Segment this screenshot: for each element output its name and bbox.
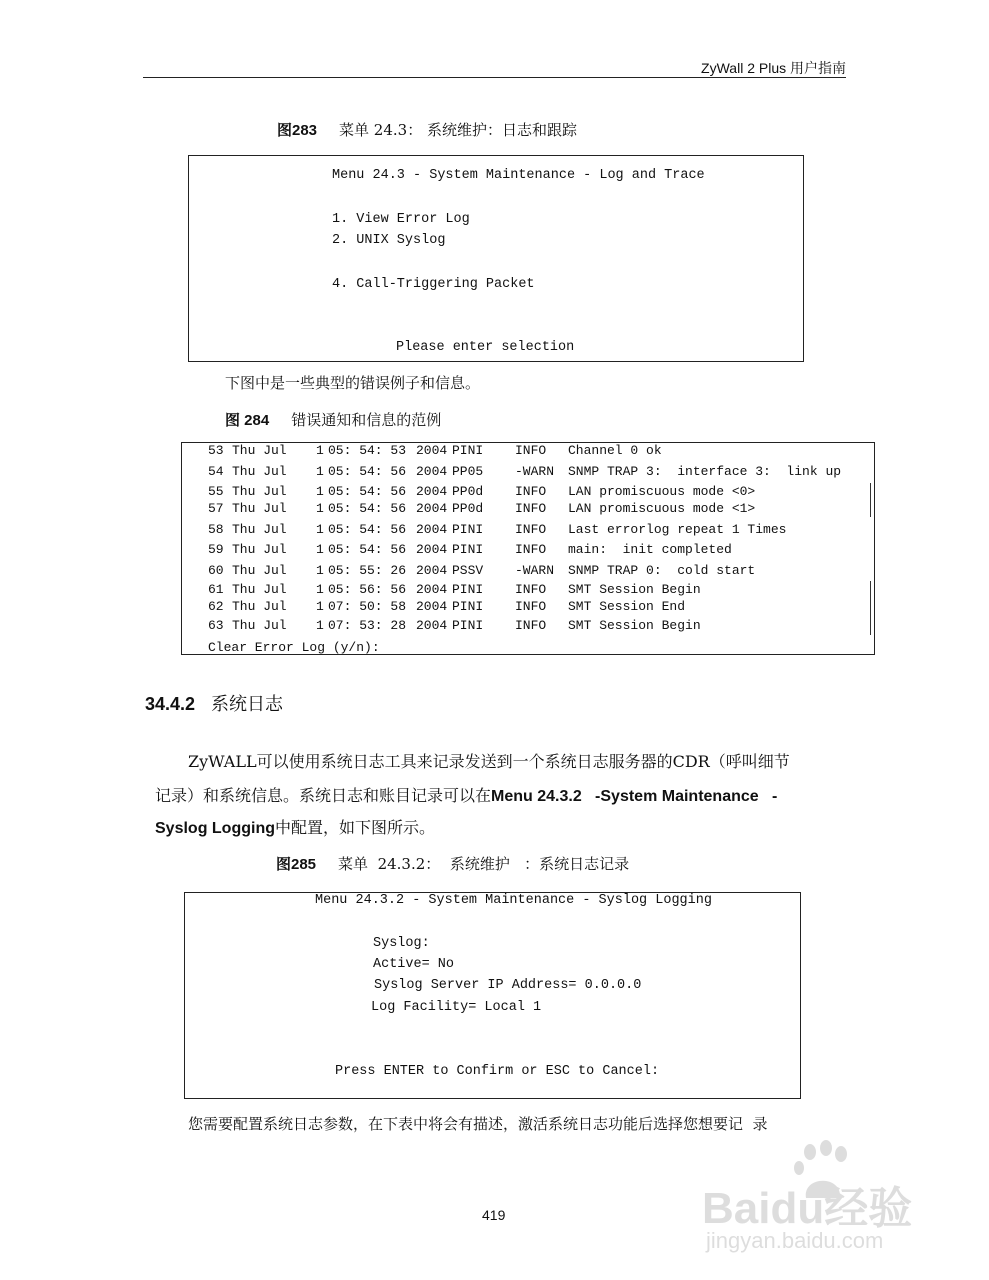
log-level: -WARN bbox=[515, 464, 555, 479]
selection-prompt: Please enter selection bbox=[396, 340, 575, 355]
log-d: 1 bbox=[316, 563, 324, 578]
log-no: 61 bbox=[208, 582, 224, 597]
watermark-logo-text: Baidu经验 bbox=[702, 1184, 913, 1233]
log-time: 05: 54: 56 bbox=[328, 542, 407, 557]
log-code: PINI bbox=[452, 582, 484, 597]
log-year: 2004 bbox=[416, 563, 448, 578]
log-no: 58 bbox=[208, 522, 224, 537]
menu-24-3-2-title: Menu 24.3.2 - System Maintenance - Syslog Logging bbox=[315, 893, 712, 908]
log-day: Thu Jul bbox=[232, 618, 287, 633]
log-d: 1 bbox=[316, 464, 324, 479]
log-code: PINI bbox=[452, 443, 484, 458]
table-row bbox=[182, 599, 874, 617]
table-row bbox=[182, 443, 874, 461]
log-msg: Channel 0 ok bbox=[568, 443, 662, 458]
log-d: 1 bbox=[316, 618, 324, 633]
table-row bbox=[182, 522, 874, 540]
log-code: PINI bbox=[452, 618, 484, 633]
log-day: Thu Jul bbox=[232, 582, 287, 597]
log-year: 2004 bbox=[416, 542, 448, 557]
log-time: 05: 54: 53 bbox=[328, 443, 407, 458]
log-no: 57 bbox=[208, 501, 224, 516]
log-code: PP0d bbox=[452, 484, 484, 499]
menu-option-view-error-log[interactable]: 1. View Error Log bbox=[332, 212, 470, 227]
log-level: INFO bbox=[515, 542, 547, 557]
log-level: -WARN bbox=[515, 563, 555, 578]
log-level: INFO bbox=[515, 618, 547, 633]
log-code: PINI bbox=[452, 522, 484, 537]
log-code: PINI bbox=[452, 542, 484, 557]
log-year: 2004 bbox=[416, 443, 448, 458]
baidu-jingyan-watermark bbox=[702, 1138, 937, 1258]
log-day: Thu Jul bbox=[232, 563, 287, 578]
scroll-indicator bbox=[870, 581, 871, 635]
log-no: 59 bbox=[208, 542, 224, 557]
clear-error-log-prompt[interactable]: Clear Error Log (y/n): bbox=[208, 640, 380, 655]
log-time: 05: 56: 56 bbox=[328, 582, 407, 597]
table-row bbox=[182, 563, 874, 581]
closing-text: 您需要配置系统日志参数，在下表中将会有描述，激活系统日志功能后选择您想要记 录 bbox=[188, 1115, 768, 1133]
log-year: 2004 bbox=[416, 501, 448, 516]
page-number: 419 bbox=[482, 1207, 506, 1223]
log-msg: SMT Session Begin bbox=[568, 582, 701, 597]
table-row bbox=[182, 542, 874, 560]
menu-24-3-2-screen bbox=[184, 892, 801, 1099]
section-title: 系统日志 bbox=[211, 694, 284, 715]
menu-reference: Menu 24.3.2 -System Maintenance - bbox=[491, 788, 778, 805]
syslog-active-field[interactable]: Active= No bbox=[373, 957, 455, 972]
section-heading bbox=[145, 690, 283, 716]
log-day: Thu Jul bbox=[232, 443, 287, 458]
fig285-title: 菜单 24.3.2： 系统维护 ：系统日志记录 bbox=[338, 855, 630, 873]
log-year: 2004 bbox=[416, 484, 448, 499]
log-year: 2004 bbox=[416, 618, 448, 633]
menu-option-unix-syslog[interactable]: 2. UNIX Syslog bbox=[332, 233, 446, 248]
menu-24-3-title: Menu 24.3 - System Maintenance - Log and Trace bbox=[332, 168, 705, 183]
fig284-label: 图 284 bbox=[225, 412, 270, 429]
log-level: INFO bbox=[515, 582, 547, 597]
syslog-label: Syslog: bbox=[373, 936, 430, 951]
log-level: INFO bbox=[515, 484, 547, 499]
log-year: 2004 bbox=[416, 599, 448, 614]
log-d: 1 bbox=[316, 599, 324, 614]
log-d: 1 bbox=[316, 542, 324, 557]
fig283-label: 图283 bbox=[277, 122, 318, 139]
body-line-2-text: 记录）和系统信息。系统日志和账目记录可以在 bbox=[155, 786, 492, 805]
log-time: 05: 54: 56 bbox=[328, 522, 407, 537]
log-no: 53 bbox=[208, 443, 224, 458]
syslog-server-ip-field[interactable]: Syslog Server IP Address= 0.0.0.0 bbox=[374, 978, 642, 993]
log-code: PP05 bbox=[452, 464, 484, 479]
body-line-2 bbox=[155, 788, 777, 805]
log-code: PINI bbox=[452, 599, 484, 614]
log-code: PP0d bbox=[452, 501, 484, 516]
log-level: INFO bbox=[515, 522, 547, 537]
menu-reference-syslog: Syslog Logging bbox=[155, 820, 275, 837]
log-level: INFO bbox=[515, 599, 547, 614]
log-time: 05: 54: 56 bbox=[328, 501, 407, 516]
log-msg: SMT Session End bbox=[568, 599, 686, 614]
header-rule bbox=[143, 77, 846, 78]
log-no: 63 bbox=[208, 618, 224, 633]
log-time: 07: 50: 58 bbox=[328, 599, 407, 614]
header-title: ZyWall 2 Plus 用户指南 bbox=[701, 60, 846, 76]
log-msg: Last errorlog repeat 1 Times bbox=[568, 522, 787, 537]
log-year: 2004 bbox=[416, 582, 448, 597]
log-level: INFO bbox=[515, 443, 547, 458]
log-day: Thu Jul bbox=[232, 599, 287, 614]
intro-text: 下图中是一些典型的错误例子和信息。 bbox=[225, 374, 481, 392]
log-day: Thu Jul bbox=[232, 464, 287, 479]
log-year: 2004 bbox=[416, 464, 448, 479]
log-msg: LAN promiscuous mode <0> bbox=[568, 484, 756, 499]
fig285-label: 图285 bbox=[276, 856, 317, 873]
menu-24-3-screen bbox=[188, 155, 804, 362]
table-row bbox=[182, 464, 874, 482]
log-msg: SMT Session Begin bbox=[568, 618, 701, 633]
log-msg: SNMP TRAP 3: interface 3: link up bbox=[568, 464, 842, 479]
log-d: 1 bbox=[316, 484, 324, 499]
log-no: 62 bbox=[208, 599, 224, 614]
menu-option-call-triggering-packet[interactable]: 4. Call-Triggering Packet bbox=[332, 277, 535, 292]
log-no: 54 bbox=[208, 464, 224, 479]
log-code: PSSV bbox=[452, 563, 484, 578]
log-day: Thu Jul bbox=[232, 542, 287, 557]
log-facility-field[interactable]: Log Facility= Local 1 bbox=[371, 1000, 542, 1015]
log-time: 05: 54: 56 bbox=[328, 464, 407, 479]
body-line-1: ZyWALL可以使用系统日志工具来记录发送到一个系统日志服务器的CDR（呼叫细节 bbox=[188, 752, 790, 771]
log-day: Thu Jul bbox=[232, 501, 287, 516]
scroll-indicator bbox=[870, 483, 871, 517]
table-row bbox=[182, 501, 874, 519]
section-number: 34.4.2 bbox=[145, 694, 196, 714]
error-log-screen bbox=[181, 442, 875, 655]
table-row bbox=[182, 618, 874, 636]
table-row bbox=[182, 484, 874, 502]
log-time: 05: 54: 56 bbox=[328, 484, 407, 499]
log-msg: SNMP TRAP 0: cold start bbox=[568, 563, 756, 578]
log-d: 1 bbox=[316, 522, 324, 537]
body-line-3 bbox=[155, 820, 435, 837]
log-msg: main: init completed bbox=[568, 542, 732, 557]
body-line-3-text: 中配置，如下图所示。 bbox=[275, 818, 436, 837]
fig284-caption bbox=[225, 409, 441, 430]
log-day: Thu Jul bbox=[232, 484, 287, 499]
fig283-caption bbox=[277, 119, 577, 140]
log-year: 2004 bbox=[416, 522, 448, 537]
confirm-cancel-prompt: Press ENTER to Confirm or ESC to Cancel: bbox=[335, 1064, 660, 1079]
log-d: 1 bbox=[316, 443, 324, 458]
log-no: 60 bbox=[208, 563, 224, 578]
log-time: 07: 53: 28 bbox=[328, 618, 407, 633]
fig285-caption bbox=[276, 853, 629, 874]
table-row bbox=[182, 582, 874, 600]
log-d: 1 bbox=[316, 582, 324, 597]
log-msg: LAN promiscuous mode <1> bbox=[568, 501, 756, 516]
log-d: 1 bbox=[316, 501, 324, 516]
log-day: Thu Jul bbox=[232, 522, 287, 537]
fig284-title: 错误通知和信息的范例 bbox=[291, 411, 442, 429]
log-no: 55 bbox=[208, 484, 224, 499]
fig283-title: 菜单 24.3： 系统维护：日志和跟踪 bbox=[339, 121, 577, 139]
log-level: INFO bbox=[515, 501, 547, 516]
watermark-url: jingyan.baidu.com bbox=[706, 1228, 884, 1253]
log-time: 05: 55: 26 bbox=[328, 563, 407, 578]
